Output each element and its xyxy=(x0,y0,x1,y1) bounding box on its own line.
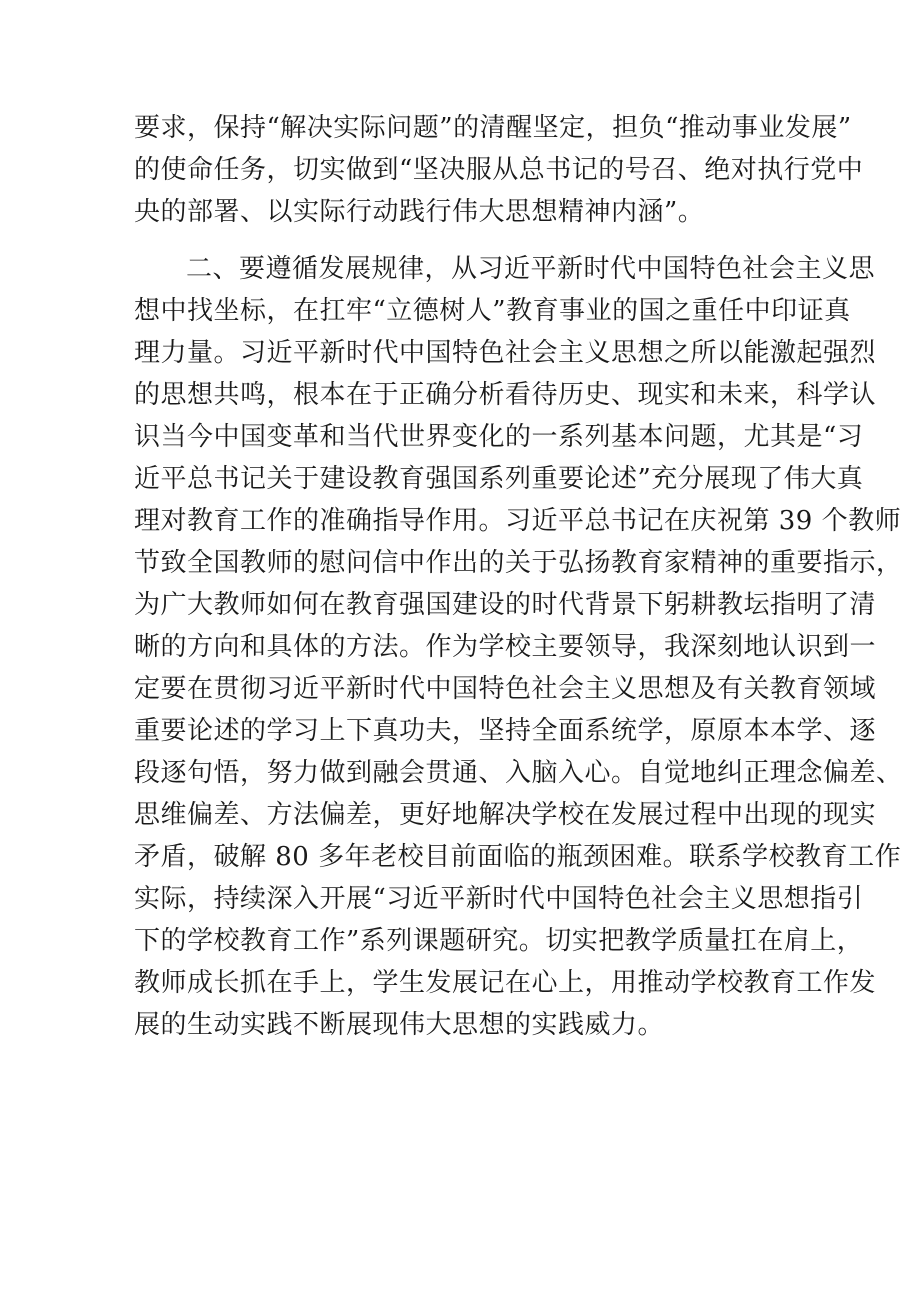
paragraph-line: 要求，保持“解决实际问题”的清醒坚定，担负“推动事业发展” xyxy=(134,113,852,143)
paragraph-line: 央的部署、以实际行动践行伟大思想精神内涵”。 xyxy=(134,197,705,227)
paragraph-line: 实际，持续深入开展“习近平新时代中国特色社会主义思想指引 xyxy=(134,884,864,914)
paragraph-line: 识当今中国变革和当代世界变化的一系列基本问题，尤其是“习 xyxy=(134,422,864,452)
paragraph-line: 重要论述的学习上下真功夫，坚持全面系统学，原原本本学、逐 xyxy=(134,716,877,746)
paragraph-line: 理力量。习近平新时代中国特色社会主义思想之所以能激起强烈 xyxy=(134,338,877,368)
paragraph-line: 展的生动实践不断展现伟大思想的实践威力。 xyxy=(134,1010,665,1040)
paragraph-line: 节致全国教师的慰问信中作出的关于弘扬教育家精神的重要指示， xyxy=(134,548,903,578)
paragraph-line: 矛盾，破解 80 多年老校目前面临的瓶颈困难。联系学校教育工作 xyxy=(134,842,902,872)
paragraph-line: 定要在贯彻习近平新时代中国特色社会主义思想及有关教育领域 xyxy=(134,674,877,704)
paragraph-line: 为广大教师如何在教育强国建设的时代背景下躬耕教坛指明了清 xyxy=(134,590,877,620)
paragraph-line: 想中找坐标，在扛牢“立德树人”教育事业的国之重任中印证真 xyxy=(134,296,851,326)
paragraph-line: 下的学校教育工作”系列课题研究。切实把教学质量扛在肩上， xyxy=(134,926,864,956)
paragraph-line: 段逐句悟，努力做到融会贯通、入脑入心。自觉地纠正理念偏差、 xyxy=(134,758,903,788)
paragraph-line: 的思想共鸣，根本在于正确分析看待历史、现实和未来，科学认 xyxy=(134,380,877,410)
paragraph-line: 晰的方向和具体的方法。作为学校主要领导，我深刻地认识到一 xyxy=(134,632,877,662)
paragraph-line: 理对教育工作的准确指导作用。习近平总书记在庆祝第 39 个教师 xyxy=(134,506,902,536)
paragraph-line: 二、要遵循发展规律，从习近平新时代中国特色社会主义思 xyxy=(186,254,876,284)
paragraph-line: 教师成长抓在手上，学生发展记在心上，用推动学校教育工作发 xyxy=(134,968,877,998)
paragraph-line: 的使命任务，切实做到“坚决服从总书记的号召、绝对执行党中 xyxy=(134,155,864,185)
paragraph-line: 近平总书记关于建设教育强国系列重要论述”充分展现了伟大真 xyxy=(134,464,864,494)
paragraph-line: 思维偏差、方法偏差，更好地解决学校在发展过程中出现的现实 xyxy=(134,800,877,830)
